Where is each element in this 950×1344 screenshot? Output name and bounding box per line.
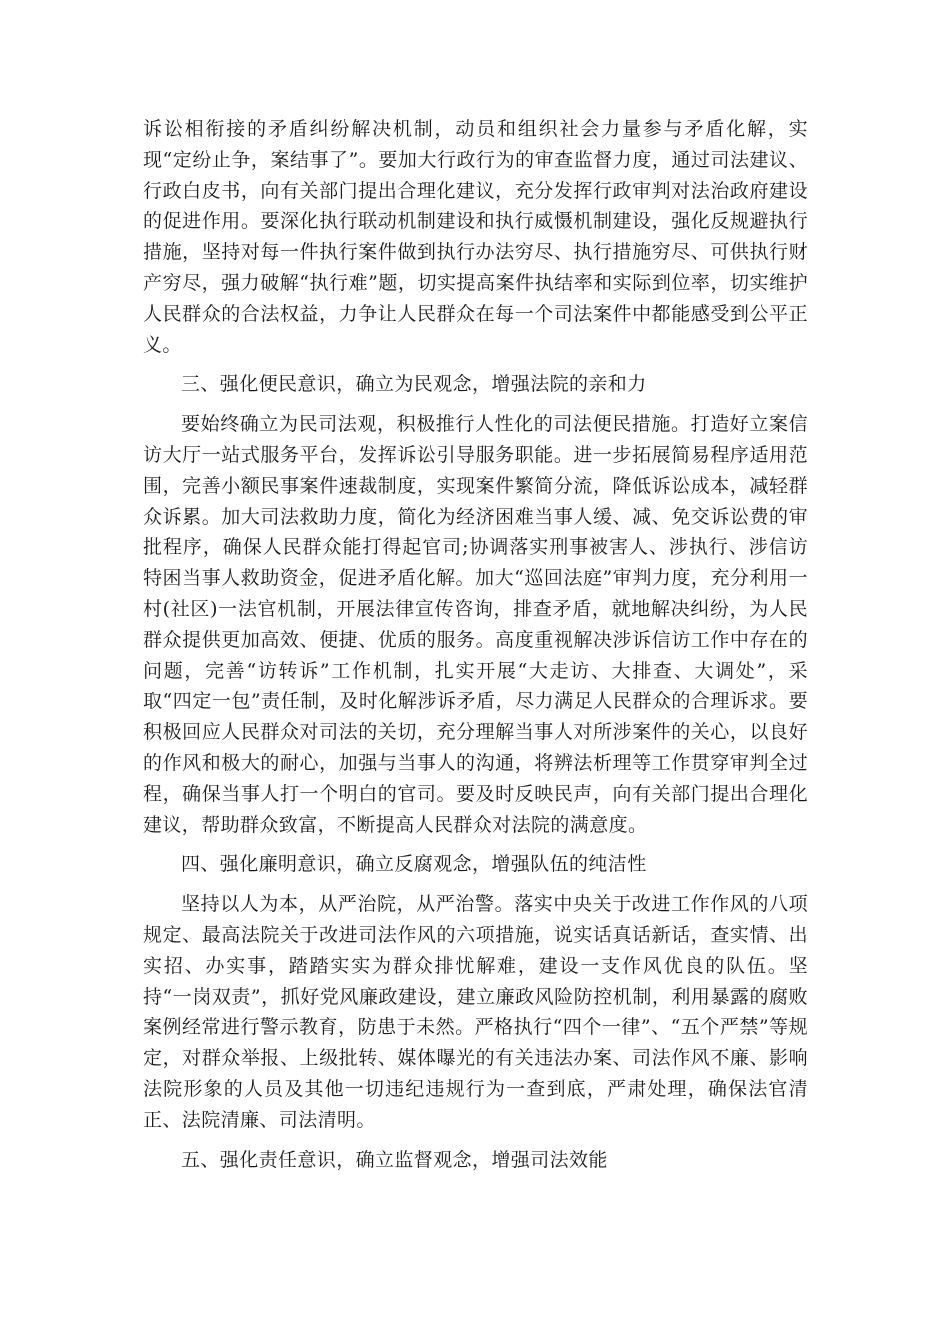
section-heading-4: 四、强化廉明意识，确立反腐观念，增强队伍的纯洁性 (181, 853, 647, 876)
section-heading-5: 五、强化责任意识，确立监督观念，增强司法效能 (181, 1148, 608, 1171)
body-paragraph-1: 诉讼相衔接的矛盾纠纷解决机制，动员和组织社会力量参与矛盾化解，实现“定纷止争，案结事了”。要加大行政行为的审查监督力度，通过司法建议、行政白皮书，向有关部门提出合理化建议，充分发挥行政审判对法治政府建设的促进作用。要深化执行联动机制建设和执行威慑机制建设，强化反规避执行措施，坚持对每一件执行案件做到执行办法穷尽、执行措施穷尽、可供执行财产穷尽，强力破解“执行难”题，切实提高案件执结率和实际到位率，切实维护人民群众的合法权益，力争让人民群众在每一个司法案件中都能感受到公平正义。 (143, 118, 808, 356)
body-paragraph-2: 要始终确立为民司法观，积极推行人性化的司法便民措施。打造好立案信访大厅一站式服务平台，发挥诉讼引导服务职能。进一步拓展简易程序适用范围，完善小额民事案件速裁制度，实现案件繁简分流，降低诉讼成本，减轻群众诉累。加大司法救助力度，简化为经济困难当事人缓、减、免交诉讼费的审批程序，确保人民群众能打得起官司;协调落实刑事被害人、涉执行、涉信访特困当事人救助资金，促进矛盾化解。加大“巡回法庭”审判力度，充分利用一村(社区)一法官机制，开展法律宣传咨询，排查矛盾，就地解决纠纷，为人民群众提供更加高效、便捷、优质的服务。高度重视解决涉诉信访工作中存在的问题，完善“访转诉”工作机制，扎实开展“大走访、大排查、大调处”，采取“四定一包”责任制，及时化解涉诉矛盾，尽力满足人民群众的合理诉求。要积极回应人民群众对司法的关切，充分理解当事人对所涉案件的关心，以良好的作风和极大的耐心，加强与当事人的沟通，将辨法析理等工作贯穿审判全过程，确保当事人打一个明白的官司。要及时反映民声，向有关部门提出合理化建议，帮助群众致富，不断提高人民群众对法院的满意度。 (143, 413, 808, 836)
section-heading-3: 三、强化便民意识，确立为民观念，增强法院的亲和力 (181, 373, 647, 396)
document-page (143, 114, 808, 1184)
body-paragraph-3: 坚持以人为本，从严治院，从严治警。落实中央关于改进工作作风的八项规定、最高法院关于改进司法作风的六项措施，说实话真话新话，查实情、出实招、办实事，踏踏实实为群众排忧解难，建设一支作风优良的队伍。坚持“一岗双责”，抓好党风廉政建设，建立廉政风险防控机制，利用暴露的腐败案例经常进行警示教育，防患于未然。严格执行“四个一律”、“五个严禁”等规定，对群众举报、上级批转、媒体曝光的有关违法办案、司法作风不廉、影响法院形象的人员及其他一切违纪违规行为一查到底，严肃处理，确保法官清正、法院清廉、司法清明。 (143, 893, 808, 1131)
